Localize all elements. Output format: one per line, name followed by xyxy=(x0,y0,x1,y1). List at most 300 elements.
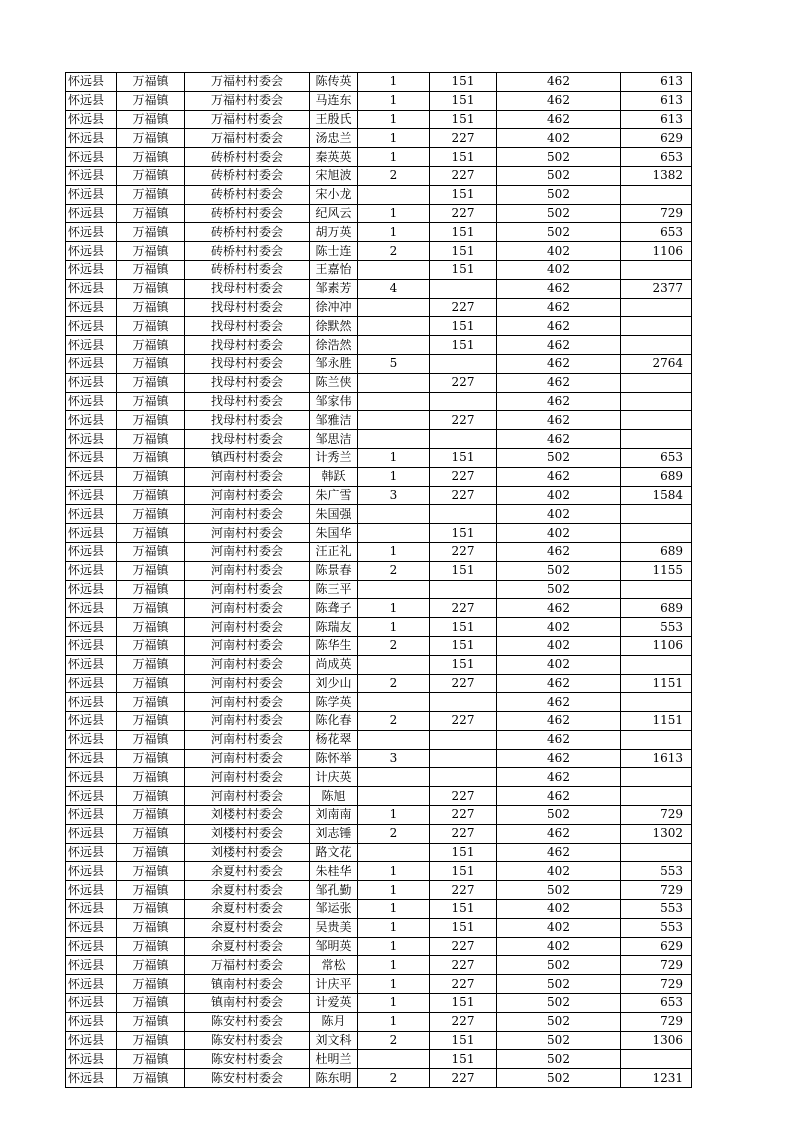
table-row xyxy=(66,599,692,618)
count-cell xyxy=(358,1050,430,1069)
name-cell: 陈华生 xyxy=(310,636,358,655)
county-cell: 怀远县 xyxy=(66,73,117,92)
count-cell: 3 xyxy=(358,749,430,768)
value-b-cell: 462 xyxy=(497,73,621,92)
count-cell: 1 xyxy=(358,73,430,92)
town-cell: 万福镇 xyxy=(117,166,185,185)
county-cell: 怀远县 xyxy=(66,279,117,298)
village-cell: 找母村村委会 xyxy=(185,354,310,373)
town-cell: 万福镇 xyxy=(117,862,185,881)
value-b-cell: 502 xyxy=(497,1031,621,1050)
county-cell: 怀远县 xyxy=(66,223,117,242)
count-cell: 2 xyxy=(358,636,430,655)
table-row xyxy=(66,787,692,806)
village-cell: 陈安村村委会 xyxy=(185,1012,310,1031)
village-cell: 河南村村委会 xyxy=(185,542,310,561)
town-cell: 万福镇 xyxy=(117,561,185,580)
total-cell xyxy=(621,336,692,355)
county-cell: 怀远县 xyxy=(66,298,117,317)
town-cell: 万福镇 xyxy=(117,1050,185,1069)
count-cell: 1 xyxy=(358,806,430,825)
village-cell: 河南村村委会 xyxy=(185,580,310,599)
value-b-cell: 462 xyxy=(497,373,621,392)
value-b-cell: 462 xyxy=(497,768,621,787)
table-row xyxy=(66,693,692,712)
county-cell: 怀远县 xyxy=(66,260,117,279)
table-body xyxy=(66,73,692,1088)
table-row xyxy=(66,260,692,279)
town-cell: 万福镇 xyxy=(117,712,185,731)
value-b-cell: 502 xyxy=(497,1012,621,1031)
county-cell: 怀远县 xyxy=(66,787,117,806)
county-cell: 怀远县 xyxy=(66,1012,117,1031)
total-cell: 553 xyxy=(621,900,692,919)
name-cell: 邹思洁 xyxy=(310,430,358,449)
value-a-cell: 227 xyxy=(430,787,497,806)
village-cell: 砖桥村村委会 xyxy=(185,166,310,185)
county-cell: 怀远县 xyxy=(66,185,117,204)
name-cell: 宋小龙 xyxy=(310,185,358,204)
total-cell: 1584 xyxy=(621,486,692,505)
name-cell: 路文花 xyxy=(310,843,358,862)
table-row xyxy=(66,618,692,637)
table-row xyxy=(66,505,692,524)
town-cell: 万福镇 xyxy=(117,674,185,693)
name-cell: 邹家伟 xyxy=(310,392,358,411)
value-a-cell: 227 xyxy=(430,881,497,900)
count-cell xyxy=(358,260,430,279)
town-cell: 万福镇 xyxy=(117,956,185,975)
count-cell xyxy=(358,373,430,392)
total-cell: 1155 xyxy=(621,561,692,580)
table-row xyxy=(66,336,692,355)
town-cell: 万福镇 xyxy=(117,824,185,843)
name-cell: 陈聋子 xyxy=(310,599,358,618)
town-cell: 万福镇 xyxy=(117,467,185,486)
total-cell: 729 xyxy=(621,806,692,825)
value-a-cell: 227 xyxy=(430,486,497,505)
table-row xyxy=(66,806,692,825)
name-cell: 陈月 xyxy=(310,1012,358,1031)
name-cell: 邹孔勤 xyxy=(310,881,358,900)
name-cell: 王嘉怡 xyxy=(310,260,358,279)
name-cell: 胡万英 xyxy=(310,223,358,242)
count-cell xyxy=(358,843,430,862)
name-cell: 刘文科 xyxy=(310,1031,358,1050)
count-cell: 1 xyxy=(358,110,430,129)
town-cell: 万福镇 xyxy=(117,580,185,599)
total-cell: 653 xyxy=(621,148,692,167)
table-row xyxy=(66,430,692,449)
value-b-cell: 502 xyxy=(497,1069,621,1088)
value-a-cell xyxy=(430,730,497,749)
town-cell: 万福镇 xyxy=(117,542,185,561)
value-a-cell: 151 xyxy=(430,524,497,543)
village-cell: 余夏村村委会 xyxy=(185,900,310,919)
value-b-cell: 502 xyxy=(497,166,621,185)
table-row xyxy=(66,204,692,223)
village-cell: 河南村村委会 xyxy=(185,467,310,486)
count-cell: 1 xyxy=(358,542,430,561)
county-cell: 怀远县 xyxy=(66,317,117,336)
name-cell: 尚成英 xyxy=(310,655,358,674)
town-cell: 万福镇 xyxy=(117,975,185,994)
village-cell: 砖桥村村委会 xyxy=(185,260,310,279)
county-cell: 怀远县 xyxy=(66,730,117,749)
value-a-cell: 227 xyxy=(430,712,497,731)
name-cell: 宋旭波 xyxy=(310,166,358,185)
table-row xyxy=(66,862,692,881)
village-cell: 砖桥村村委会 xyxy=(185,223,310,242)
value-b-cell: 462 xyxy=(497,712,621,731)
value-b-cell: 402 xyxy=(497,242,621,261)
value-a-cell xyxy=(430,693,497,712)
total-cell: 613 xyxy=(621,110,692,129)
total-cell xyxy=(621,185,692,204)
value-a-cell xyxy=(430,768,497,787)
county-cell: 怀远县 xyxy=(66,561,117,580)
name-cell: 陈东明 xyxy=(310,1069,358,1088)
county-cell: 怀远县 xyxy=(66,824,117,843)
town-cell: 万福镇 xyxy=(117,787,185,806)
county-cell: 怀远县 xyxy=(66,542,117,561)
count-cell xyxy=(358,693,430,712)
name-cell: 邹运张 xyxy=(310,900,358,919)
county-cell: 怀远县 xyxy=(66,655,117,674)
value-a-cell xyxy=(430,279,497,298)
name-cell: 徐浩然 xyxy=(310,336,358,355)
name-cell: 陈传英 xyxy=(310,73,358,92)
table-row xyxy=(66,674,692,693)
value-b-cell: 402 xyxy=(497,937,621,956)
total-cell: 629 xyxy=(621,129,692,148)
total-cell: 1306 xyxy=(621,1031,692,1050)
county-cell: 怀远县 xyxy=(66,956,117,975)
table-row xyxy=(66,900,692,919)
town-cell: 万福镇 xyxy=(117,411,185,430)
value-b-cell: 462 xyxy=(497,749,621,768)
town-cell: 万福镇 xyxy=(117,260,185,279)
value-b-cell: 502 xyxy=(497,1050,621,1069)
name-cell: 刘少山 xyxy=(310,674,358,693)
table-row xyxy=(66,467,692,486)
value-a-cell: 151 xyxy=(430,185,497,204)
name-cell: 邹雅洁 xyxy=(310,411,358,430)
value-b-cell: 502 xyxy=(497,956,621,975)
data-table xyxy=(65,72,692,1088)
town-cell: 万福镇 xyxy=(117,185,185,204)
count-cell xyxy=(358,768,430,787)
town-cell: 万福镇 xyxy=(117,91,185,110)
value-a-cell xyxy=(430,749,497,768)
town-cell: 万福镇 xyxy=(117,918,185,937)
total-cell xyxy=(621,1050,692,1069)
value-a-cell: 227 xyxy=(430,467,497,486)
total-cell xyxy=(621,787,692,806)
county-cell: 怀远县 xyxy=(66,636,117,655)
total-cell xyxy=(621,317,692,336)
village-cell: 河南村村委会 xyxy=(185,486,310,505)
table-row xyxy=(66,279,692,298)
county-cell: 怀远县 xyxy=(66,411,117,430)
total-cell xyxy=(621,580,692,599)
name-cell: 秦英英 xyxy=(310,148,358,167)
town-cell: 万福镇 xyxy=(117,618,185,637)
value-a-cell: 151 xyxy=(430,260,497,279)
name-cell: 陈三平 xyxy=(310,580,358,599)
table-row xyxy=(66,561,692,580)
name-cell: 陈化春 xyxy=(310,712,358,731)
table-row xyxy=(66,73,692,92)
table-row xyxy=(66,712,692,731)
county-cell: 怀远县 xyxy=(66,129,117,148)
county-cell: 怀远县 xyxy=(66,862,117,881)
table-row xyxy=(66,1069,692,1088)
town-cell: 万福镇 xyxy=(117,279,185,298)
count-cell: 1 xyxy=(358,956,430,975)
table-row xyxy=(66,749,692,768)
total-cell: 653 xyxy=(621,223,692,242)
table-row xyxy=(66,242,692,261)
county-cell: 怀远县 xyxy=(66,618,117,637)
table-row xyxy=(66,317,692,336)
value-a-cell: 227 xyxy=(430,373,497,392)
name-cell: 朱国华 xyxy=(310,524,358,543)
value-b-cell: 502 xyxy=(497,185,621,204)
count-cell: 2 xyxy=(358,1031,430,1050)
village-cell: 河南村村委会 xyxy=(185,674,310,693)
value-b-cell: 462 xyxy=(497,674,621,693)
name-cell: 陈怀举 xyxy=(310,749,358,768)
count-cell: 1 xyxy=(358,937,430,956)
name-cell: 陈兰侠 xyxy=(310,373,358,392)
village-cell: 找母村村委会 xyxy=(185,373,310,392)
count-cell: 1 xyxy=(358,467,430,486)
total-cell: 553 xyxy=(621,862,692,881)
total-cell: 729 xyxy=(621,975,692,994)
name-cell: 陈士连 xyxy=(310,242,358,261)
value-b-cell: 402 xyxy=(497,260,621,279)
town-cell: 万福镇 xyxy=(117,749,185,768)
total-cell: 1151 xyxy=(621,712,692,731)
county-cell: 怀远县 xyxy=(66,599,117,618)
value-a-cell: 227 xyxy=(430,937,497,956)
value-b-cell: 502 xyxy=(497,223,621,242)
value-a-cell: 227 xyxy=(430,411,497,430)
name-cell: 朱广雪 xyxy=(310,486,358,505)
name-cell: 邹素芳 xyxy=(310,279,358,298)
village-cell: 找母村村委会 xyxy=(185,317,310,336)
county-cell: 怀远县 xyxy=(66,749,117,768)
county-cell: 怀远县 xyxy=(66,806,117,825)
count-cell: 2 xyxy=(358,561,430,580)
total-cell xyxy=(621,505,692,524)
village-cell: 河南村村委会 xyxy=(185,618,310,637)
value-a-cell: 227 xyxy=(430,1012,497,1031)
town-cell: 万福镇 xyxy=(117,354,185,373)
town-cell: 万福镇 xyxy=(117,524,185,543)
table-row xyxy=(66,1031,692,1050)
county-cell: 怀远县 xyxy=(66,524,117,543)
value-a-cell: 151 xyxy=(430,73,497,92)
value-b-cell: 402 xyxy=(497,900,621,919)
total-cell xyxy=(621,730,692,749)
town-cell: 万福镇 xyxy=(117,900,185,919)
value-a-cell: 151 xyxy=(430,242,497,261)
value-a-cell: 151 xyxy=(430,655,497,674)
count-cell: 2 xyxy=(358,166,430,185)
value-b-cell: 502 xyxy=(497,806,621,825)
name-cell: 吴贵美 xyxy=(310,918,358,937)
village-cell: 砖桥村村委会 xyxy=(185,148,310,167)
value-b-cell: 462 xyxy=(497,411,621,430)
village-cell: 河南村村委会 xyxy=(185,693,310,712)
count-cell: 2 xyxy=(358,712,430,731)
village-cell: 万福村村委会 xyxy=(185,91,310,110)
total-cell: 729 xyxy=(621,204,692,223)
value-b-cell: 402 xyxy=(497,636,621,655)
county-cell: 怀远县 xyxy=(66,843,117,862)
town-cell: 万福镇 xyxy=(117,110,185,129)
value-a-cell: 227 xyxy=(430,129,497,148)
count-cell: 1 xyxy=(358,129,430,148)
county-cell: 怀远县 xyxy=(66,204,117,223)
value-a-cell: 227 xyxy=(430,674,497,693)
total-cell xyxy=(621,693,692,712)
town-cell: 万福镇 xyxy=(117,486,185,505)
name-cell: 陈瑞友 xyxy=(310,618,358,637)
town-cell: 万福镇 xyxy=(117,843,185,862)
town-cell: 万福镇 xyxy=(117,994,185,1013)
table-row xyxy=(66,655,692,674)
value-a-cell: 151 xyxy=(430,1031,497,1050)
table-row xyxy=(66,354,692,373)
table-row xyxy=(66,542,692,561)
count-cell xyxy=(358,730,430,749)
name-cell: 计秀兰 xyxy=(310,448,358,467)
village-cell: 河南村村委会 xyxy=(185,787,310,806)
county-cell: 怀远县 xyxy=(66,994,117,1013)
name-cell: 徐默然 xyxy=(310,317,358,336)
total-cell: 553 xyxy=(621,618,692,637)
count-cell: 1 xyxy=(358,618,430,637)
value-a-cell: 151 xyxy=(430,636,497,655)
value-a-cell: 227 xyxy=(430,975,497,994)
count-cell: 1 xyxy=(358,881,430,900)
county-cell: 怀远县 xyxy=(66,110,117,129)
count-cell xyxy=(358,524,430,543)
name-cell: 朱桂华 xyxy=(310,862,358,881)
total-cell: 653 xyxy=(621,994,692,1013)
table-row xyxy=(66,129,692,148)
total-cell: 729 xyxy=(621,881,692,900)
town-cell: 万福镇 xyxy=(117,881,185,900)
count-cell: 2 xyxy=(358,1069,430,1088)
total-cell: 689 xyxy=(621,467,692,486)
county-cell: 怀远县 xyxy=(66,937,117,956)
total-cell: 613 xyxy=(621,91,692,110)
value-b-cell: 402 xyxy=(497,862,621,881)
total-cell xyxy=(621,524,692,543)
village-cell: 余夏村村委会 xyxy=(185,918,310,937)
village-cell: 砖桥村村委会 xyxy=(185,242,310,261)
village-cell: 陈安村村委会 xyxy=(185,1069,310,1088)
count-cell xyxy=(358,185,430,204)
village-cell: 找母村村委会 xyxy=(185,279,310,298)
count-cell: 2 xyxy=(358,824,430,843)
county-cell: 怀远县 xyxy=(66,712,117,731)
village-cell: 河南村村委会 xyxy=(185,749,310,768)
total-cell: 653 xyxy=(621,448,692,467)
table-row xyxy=(66,392,692,411)
value-b-cell: 462 xyxy=(497,392,621,411)
total-cell: 613 xyxy=(621,73,692,92)
village-cell: 河南村村委会 xyxy=(185,730,310,749)
value-b-cell: 502 xyxy=(497,561,621,580)
county-cell: 怀远县 xyxy=(66,166,117,185)
value-b-cell: 462 xyxy=(497,298,621,317)
county-cell: 怀远县 xyxy=(66,448,117,467)
count-cell: 1 xyxy=(358,91,430,110)
total-cell xyxy=(621,260,692,279)
village-cell: 河南村村委会 xyxy=(185,636,310,655)
county-cell: 怀远县 xyxy=(66,354,117,373)
county-cell: 怀远县 xyxy=(66,674,117,693)
table-row xyxy=(66,91,692,110)
table-row xyxy=(66,580,692,599)
value-a-cell xyxy=(430,392,497,411)
value-a-cell: 227 xyxy=(430,1069,497,1088)
value-a-cell: 227 xyxy=(430,542,497,561)
name-cell: 邹永胜 xyxy=(310,354,358,373)
village-cell: 余夏村村委会 xyxy=(185,881,310,900)
value-b-cell: 462 xyxy=(497,542,621,561)
value-b-cell: 502 xyxy=(497,975,621,994)
value-a-cell: 151 xyxy=(430,918,497,937)
value-a-cell: 151 xyxy=(430,561,497,580)
value-b-cell: 502 xyxy=(497,881,621,900)
village-cell: 河南村村委会 xyxy=(185,768,310,787)
village-cell: 河南村村委会 xyxy=(185,524,310,543)
total-cell xyxy=(621,411,692,430)
value-b-cell: 502 xyxy=(497,204,621,223)
town-cell: 万福镇 xyxy=(117,242,185,261)
value-a-cell: 151 xyxy=(430,862,497,881)
village-cell: 砖桥村村委会 xyxy=(185,204,310,223)
value-b-cell: 462 xyxy=(497,467,621,486)
total-cell xyxy=(621,373,692,392)
value-b-cell: 402 xyxy=(497,524,621,543)
village-cell: 找母村村委会 xyxy=(185,411,310,430)
value-b-cell: 462 xyxy=(497,279,621,298)
village-cell: 镇西村村委会 xyxy=(185,448,310,467)
town-cell: 万福镇 xyxy=(117,148,185,167)
count-cell: 1 xyxy=(358,1012,430,1031)
value-b-cell: 462 xyxy=(497,787,621,806)
count-cell: 1 xyxy=(358,599,430,618)
count-cell xyxy=(358,317,430,336)
table-row xyxy=(66,223,692,242)
name-cell: 朱国强 xyxy=(310,505,358,524)
village-cell: 找母村村委会 xyxy=(185,336,310,355)
town-cell: 万福镇 xyxy=(117,1031,185,1050)
table-row xyxy=(66,298,692,317)
count-cell: 1 xyxy=(358,900,430,919)
county-cell: 怀远县 xyxy=(66,768,117,787)
name-cell: 计庆平 xyxy=(310,975,358,994)
village-cell: 刘楼村村委会 xyxy=(185,843,310,862)
value-a-cell: 227 xyxy=(430,956,497,975)
